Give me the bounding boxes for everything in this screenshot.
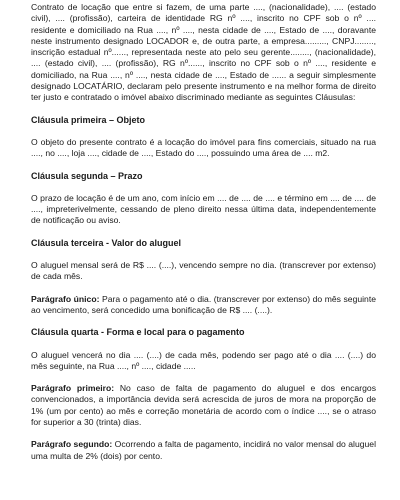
intro-paragraph: Contrato de locação que entre si fazem, de uma parte ...., (nacionalidade), .... (estado civil), .... (profissão), carteira de identidade RG nº ...., inscrito no CPF sob o nº .... residente e domiciliado na Rua ...., nº ...., nesta cidade de ...., Estado de ...., doravante neste instrumento designado LOCADOR e, de outra parte, a empresa........., CNPJ........, inscrição estadual nº......, representada neste ato pelo seu gerente........, (nacionalidade), .... (estado civil), .... (profissão), RG nº......, inscrito no CPF sob o nº ...., residente e domiciliado, na Rua ...., nº ...., nesta cidade de ...., Estado de ...... a seguir simplesmente designado LOCATÁRIO, declaram pelo presente instrumento e na melhor forma de direito ter justo e contratado o imóvel abaixo discriminado mediante as seguintes Cláusulas: [31, 2, 376, 103]
clause-4-first-label: Parágrafo primeiro: [31, 383, 115, 394]
clause-3-text: O aluguel mensal será de R$ .... (....), vencendo sempre no dia. (transcrever por extenso) de cada mês. [31, 260, 376, 282]
clause-3-single-paragraph [31, 294, 376, 317]
clause-1-text: O objeto do presente contrato é a locação do imóvel para fins comerciais, situado na rua ...., no ...., loja ...., cidade de ...., Estado do ...., possuindo uma área de .... m2. [31, 136, 376, 159]
clause-4-first-paragraph [31, 383, 376, 428]
clause-3-heading: Cláusula terceira - Valor do aluguel [31, 237, 182, 248]
clause-4-second-paragraph [31, 439, 376, 462]
clause-3-single-text: Para o pagamento até o dia. (transcrever por extenso) do mês seguinte ao vencimento, será concedido uma bonificação de R$ .... (....). [31, 293, 376, 315]
clause-1-heading: Cláusula primeira – Objeto [31, 114, 146, 125]
clause-4-heading: Cláusula quarta - Forma e local para o pagamento [31, 327, 245, 338]
clause-2-text: O prazo de locação é de um ano, com início em .... de .... de .... e término em .... de .... de ...., impreterivelmente, cessando de pleno direito nessa última data, independentemente de notificação ou aviso. [31, 192, 376, 226]
clause-2-heading: Cláusula segunda – Prazo [31, 170, 143, 181]
clause-4-second-text: Ocorrendo a falta de pagamento, incidirá no valor mensal do aluguel uma multa de 2% (dois) por cento. [31, 439, 376, 461]
clause-4-text: O aluguel vencerá no dia .... (....) de cada mês, podendo ser pago até o dia .... (....) do mês seguinte, na Rua ...., nº ...., cidade ..... [31, 349, 376, 371]
clause-4-second-label: Parágrafo segundo: [31, 439, 113, 450]
clause-3-single-label: Parágrafo único: [31, 293, 100, 304]
clause-4-first-text: No caso de falta de pagamento do aluguel e dos encargos convencionados, a importância devida será acrescida de juros de mora na proporção de 1% (um por cento) ao mês e correção monetária de acordo com o índice ...., se o atraso for superior a 30 (trinta) dias. [31, 383, 376, 428]
document-page [31, 0, 376, 500]
